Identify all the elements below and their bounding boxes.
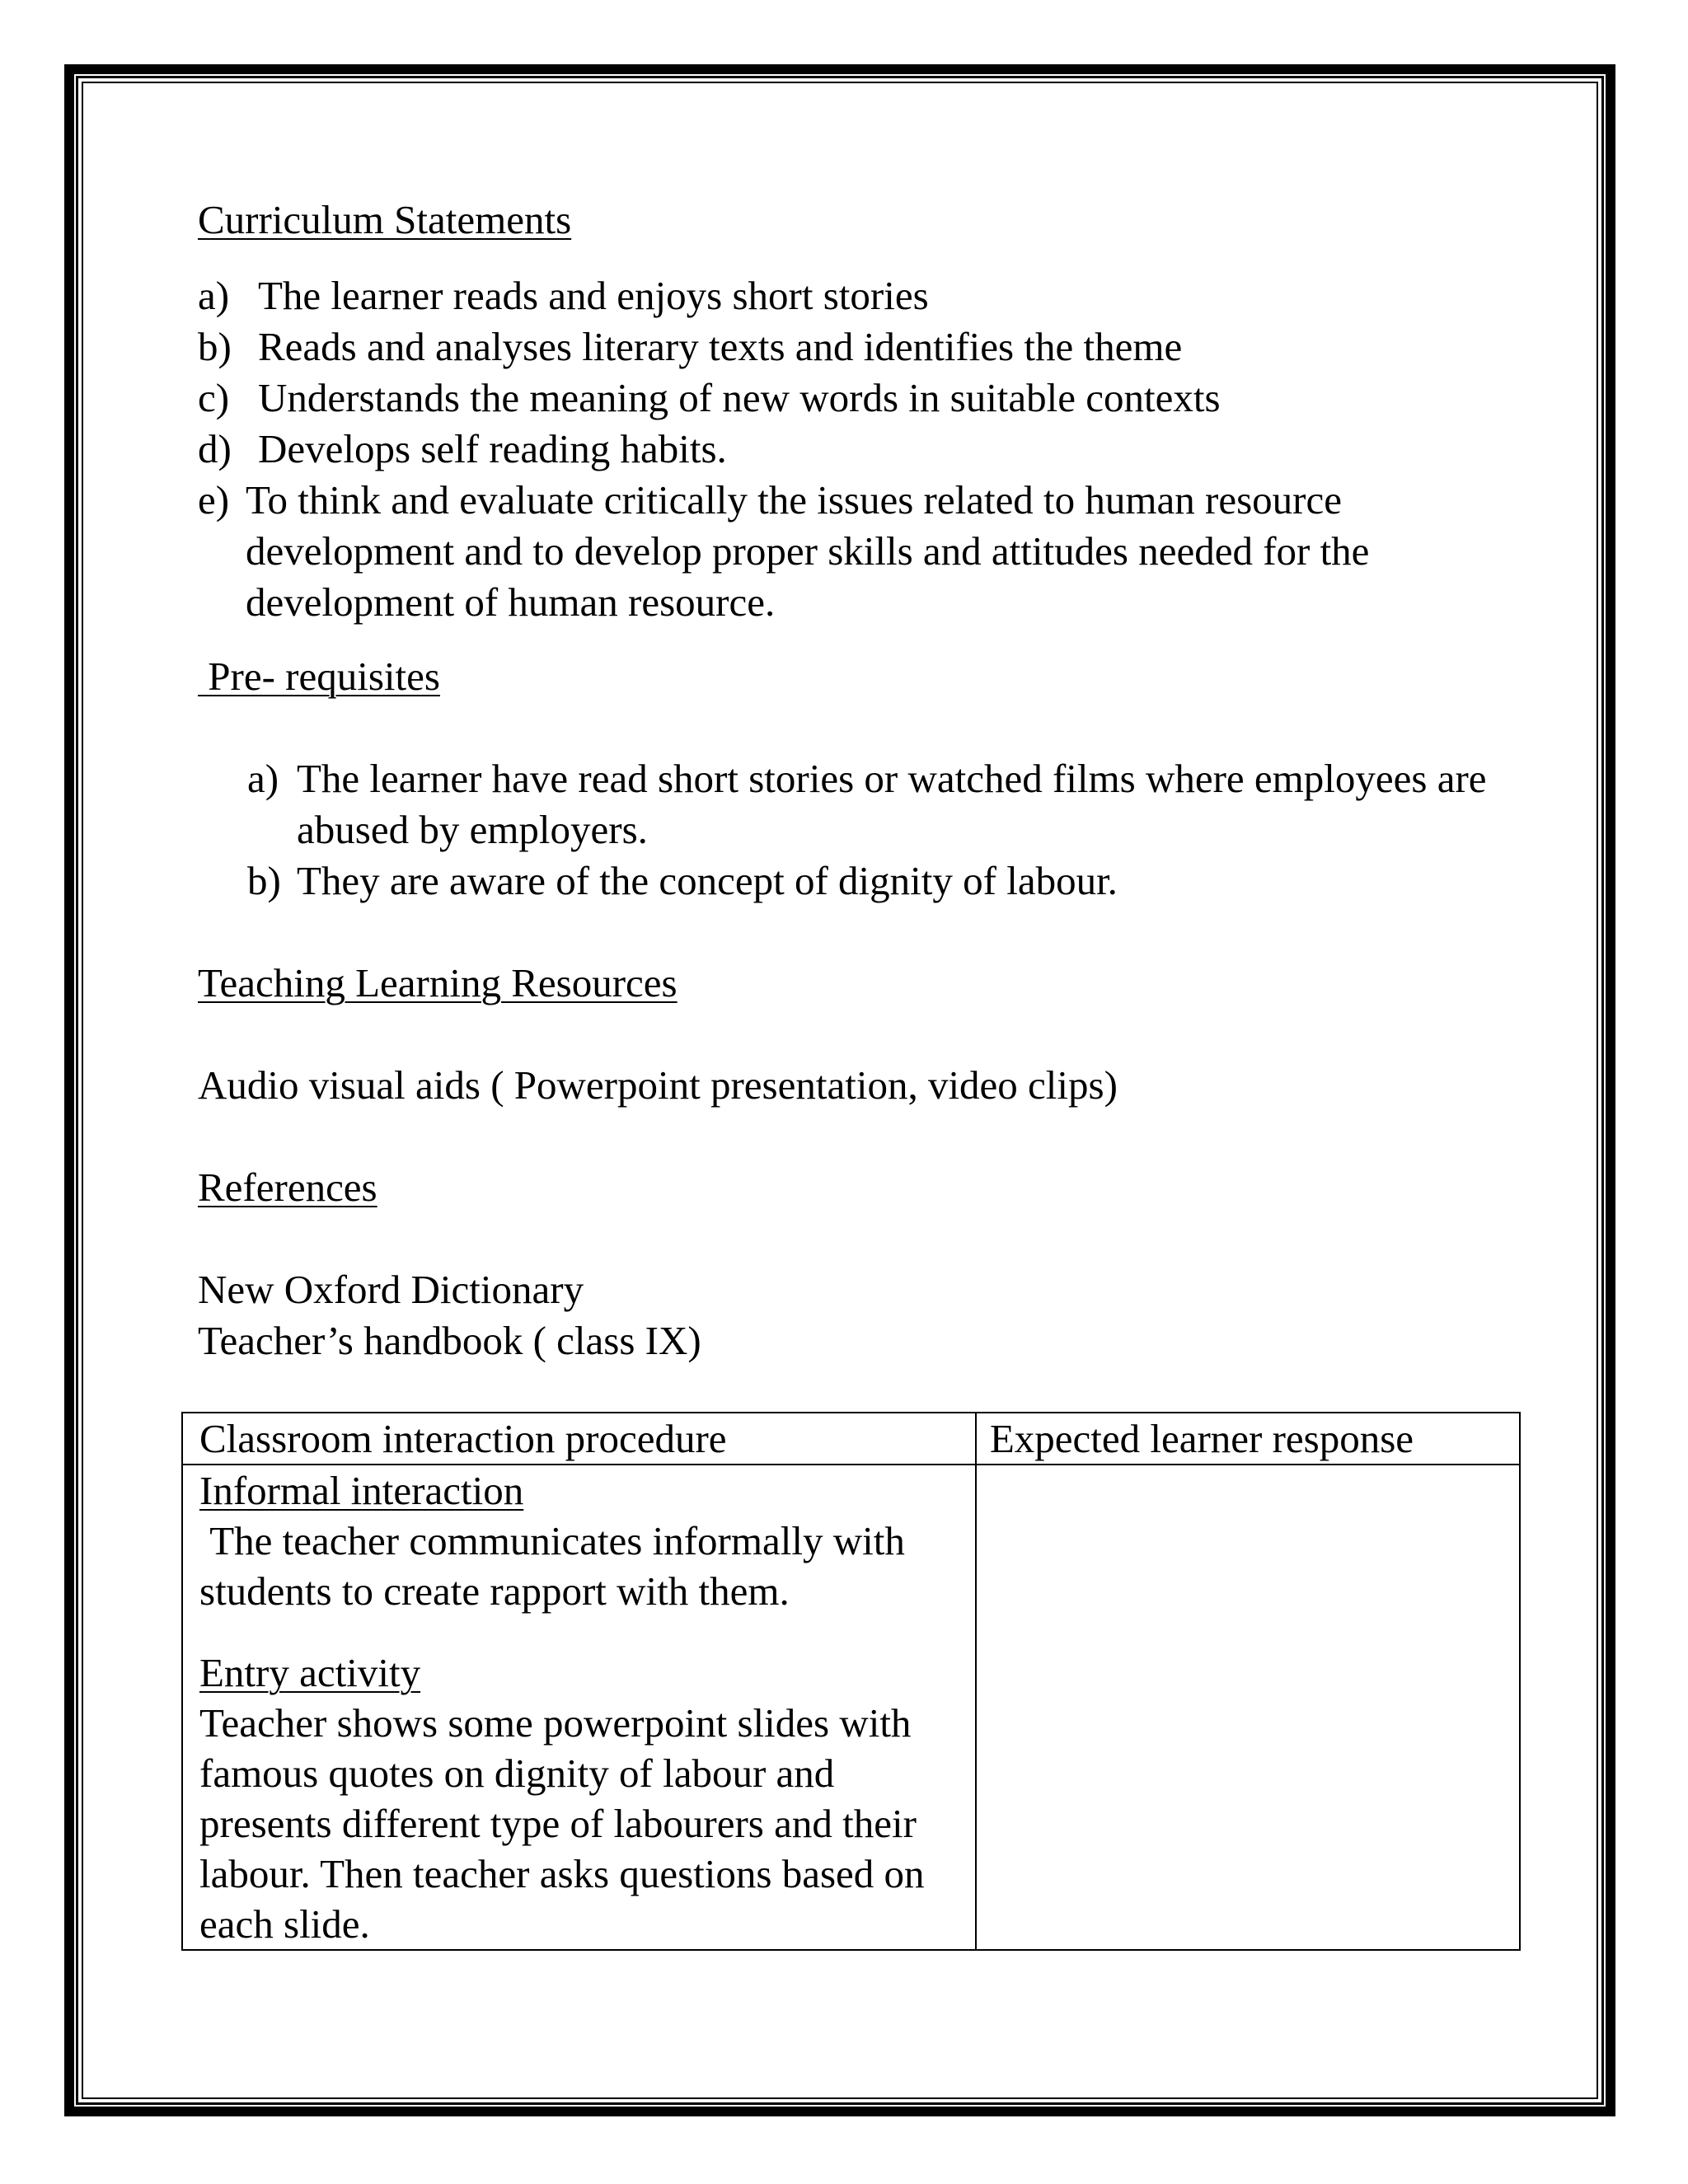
list-marker: c) bbox=[198, 375, 230, 420]
document-body bbox=[198, 194, 1533, 1366]
informal-interaction-text: The teacher communicates informally with students to create rapport with them. bbox=[199, 1518, 916, 1614]
classroom-interaction-table bbox=[181, 1412, 1521, 1951]
prerequisite-item-a bbox=[247, 753, 1533, 855]
list-item-text: The learner reads and enjoys short stories bbox=[258, 273, 929, 318]
curriculum-item-a bbox=[198, 270, 1533, 321]
response-cell bbox=[976, 1465, 1520, 1950]
list-item-text: Reads and analyses literary texts and identifies the theme bbox=[258, 324, 1183, 369]
informal-interaction-heading: Informal interaction bbox=[199, 1468, 524, 1513]
resources-text: Audio visual aids ( Powerpoint presentation, video clips) bbox=[198, 1062, 1118, 1108]
references-heading: References bbox=[198, 1165, 377, 1210]
list-marker: b) bbox=[247, 858, 281, 903]
list-item-text: To think and evaluate critically the issues related to human resource development and to develop proper skills and attitudes needed for the development of human resource. bbox=[246, 477, 1370, 625]
list-marker: a) bbox=[247, 756, 279, 801]
curriculum-item-b bbox=[198, 321, 1533, 373]
table-header-response: Expected learner response bbox=[976, 1413, 1520, 1465]
references-section bbox=[198, 1162, 1533, 1366]
list-marker: e) bbox=[198, 477, 230, 523]
prerequisite-item-b bbox=[247, 855, 1533, 907]
curriculum-item-c bbox=[198, 373, 1533, 424]
prerequisites-section bbox=[198, 651, 1533, 907]
list-marker: b) bbox=[198, 324, 232, 369]
list-item-text: They are aware of the concept of dignity of labour. bbox=[297, 858, 1118, 903]
table-header-row bbox=[182, 1413, 1520, 1465]
curriculum-item-d bbox=[198, 424, 1533, 475]
curriculum-item-e bbox=[198, 475, 1533, 628]
table-row bbox=[182, 1465, 1520, 1950]
list-marker: d) bbox=[198, 426, 232, 471]
prerequisites-heading: Pre- requisites bbox=[198, 654, 440, 699]
table-header-procedure: Classroom interaction procedure bbox=[182, 1413, 976, 1465]
entry-activity-heading: Entry activity bbox=[199, 1650, 421, 1695]
curriculum-section bbox=[198, 194, 1533, 628]
resources-heading: Teaching Learning Resources bbox=[198, 960, 678, 1005]
list-item-text: Understands the meaning of new words in suitable contexts bbox=[258, 375, 1221, 420]
reference-item: New Oxford Dictionary bbox=[198, 1267, 584, 1312]
prerequisites-list bbox=[198, 753, 1533, 907]
curriculum-heading: Curriculum Statements bbox=[198, 197, 572, 242]
procedure-cell bbox=[182, 1465, 976, 1950]
resources-section bbox=[198, 958, 1533, 1111]
curriculum-list bbox=[198, 270, 1533, 628]
entry-activity-text: Teacher shows some powerpoint slides with famous quotes on dignity of labour and presents different type of labourers and their labour. Then teacher asks questions based on each slide. bbox=[199, 1700, 925, 1947]
list-item-text: Develops self reading habits. bbox=[258, 426, 727, 471]
reference-item: Teacher’s handbook ( class IX) bbox=[198, 1318, 701, 1363]
list-marker: a) bbox=[198, 273, 230, 318]
list-item-text: The learner have read short stories or watched films where employees are abused by employers. bbox=[297, 756, 1487, 852]
